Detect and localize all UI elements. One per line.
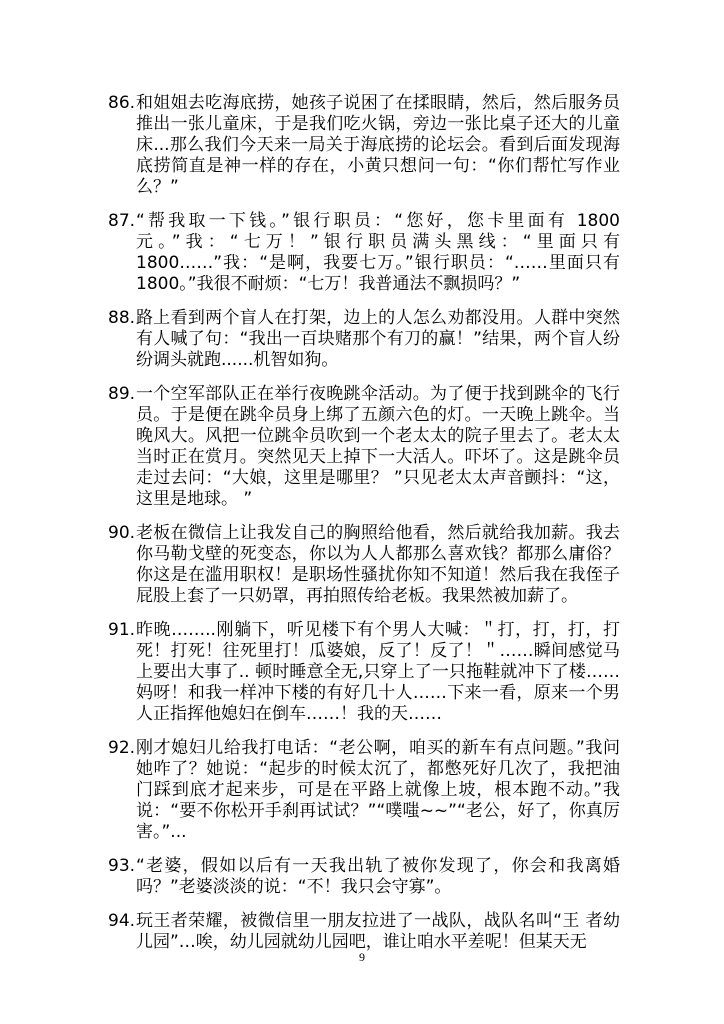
item-text: 昨晚……..刚躺下，听见楼下有个男人大喊：＂打，打，打，打死！打死！往死里打！瓜婆娘，反了！反了！＂……瞬间感觉马上要出大事了.. 顿时睡意全无,只穿上了一只拖鞋就冲下了楼……妈呀！和我一样冲下楼的有好几十人……下来一看，原来一个男人正指挥他媳妇在倒车……！我的天…… (136, 620, 620, 724)
item-text: 玩王者荣耀，被微信里一朋友拉进了一战队，战队名叫“王 者幼儿园”…唉，幼儿园就幼儿园吧，谁让咱水平差呢！但某天无 (136, 911, 620, 952)
list-item (108, 308, 620, 371)
item-number: 89. (108, 384, 136, 404)
item-number: 88. (108, 308, 136, 328)
list-item (108, 211, 620, 295)
item-number: 90. (108, 523, 136, 543)
list-item (108, 911, 620, 953)
item-text: 老板在微信上让我发自己的胸照给他看，然后就给我加薪。我去你马勒戈壁的死变态，你以为人人都那么喜欢钱？都那么庸俗？你这是在滥用职权！是职场性骚扰你知不知道！然后我在我侄子屁股上套了一只奶罩，再拍照传给老板。我果然被加薪了。 (136, 523, 620, 606)
list-item (108, 93, 620, 198)
document-body (108, 93, 620, 966)
item-text: 刚才媳妇儿给我打电话：“老公啊，咱买的新车有点问题。”我问她咋了？她说：“起步的时候太沉了，都憋死好几次了，我把油门踩到底才起来步，可是在平路上就像上坡，根本跑不动。”我说：“要不你松开手刹再试试？”“噗嗤~~”“老公，好了，你真厉害。”... (136, 738, 620, 842)
item-text: “老婆，假如以后有一天我出轨了被你发现了，你会和我离婚吗？”老婆淡淡的说：“不！我只会守寡”。 (136, 856, 620, 897)
item-number: 94. (108, 911, 136, 931)
item-number: 93. (108, 856, 136, 876)
page-number: 9 (359, 950, 365, 964)
item-number: 87. (108, 211, 136, 231)
item-number: 92. (108, 738, 136, 758)
list-item (108, 384, 620, 510)
list-item (108, 738, 620, 843)
list-item (108, 856, 620, 898)
item-text: “帮我取一下钱。”银行职员：“您好，您卡里面有 1800 元。”我：“七万！”银行职员满头黑线：“里面只有 1800……”我：“是啊，我要七万。”银行职员：“……里面只有 1800。”我很不耐烦：“七万！我普通法不飘损吗？” (136, 211, 620, 294)
item-text: 和姐姐去吃海底捞，她孩子说困了在揉眼睛，然后，然后服务员推出一张儿童床，于是我们吃火锅，旁边一张比桌子还大的儿童床...那么我们今天来一局关于海底捞的论坛会。看到后面发现海底捞简直是神一样的存在，小黄只想问一句：“你们帮忙写作业么？” (136, 93, 620, 197)
list-item (108, 620, 620, 725)
item-text: 路上看到两个盲人在打架，边上的人怎么劝都没用。人群中突然有人喊了句：“我出一百块赌那个有刀的赢！”结果，两个盲人纷纷调头就跑......机智如狗。 (136, 308, 620, 370)
item-text: 一个空军部队正在举行夜晚跳伞活动。为了便于找到跳伞的飞行员。于是便在跳伞员身上绑了五颜六色的灯。一天晚上跳伞。当晚风大。风把一位跳伞员吹到一个老太太的院子里去了。老太太当时正在赏月。突然见天上掉下一大活人。吓坏了。这是跳伞员走过去问：“大娘，这里是哪里？ ”只见老太太声音颤抖：“这，这里是地球。 ” (136, 384, 620, 509)
item-number: 86. (108, 93, 136, 113)
item-number: 91. (108, 620, 136, 640)
list-item (108, 523, 620, 607)
